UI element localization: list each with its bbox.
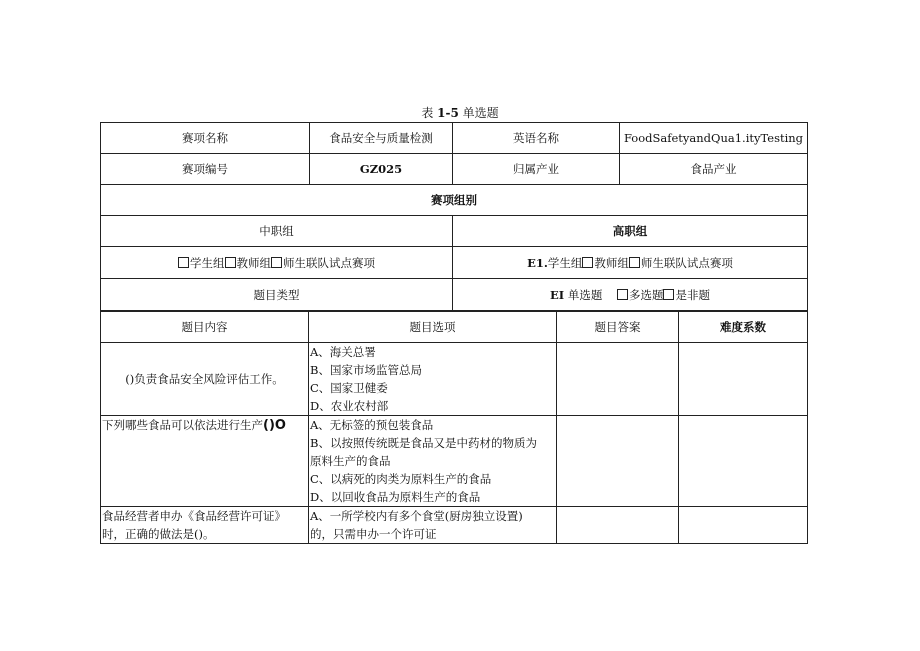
event-name-label: 赛项名称 bbox=[101, 123, 310, 154]
checkbox-multi[interactable] bbox=[617, 289, 628, 300]
english-name-label: 英语名称 bbox=[453, 123, 620, 154]
option-item: B、国家市场监管总局 bbox=[310, 363, 422, 377]
secondary-group-options: 学生组 教师组 师生联队试点赛项 bbox=[101, 247, 453, 279]
checkbox-student[interactable] bbox=[178, 257, 189, 268]
group-title: 赛项组别 bbox=[101, 185, 808, 216]
english-name-value: FoodSafetyandQua1.ityTesting bbox=[620, 123, 808, 154]
option-item: A、无标签的预包装食品 bbox=[310, 418, 434, 432]
option-item: A、一所学校内有多个食堂(厨房独立设置) bbox=[310, 509, 523, 523]
column-header-difficulty: 难度系数 bbox=[679, 312, 808, 343]
higher-group-label: 高职组 bbox=[453, 216, 808, 247]
event-code-value: GZ025 bbox=[310, 154, 453, 185]
secondary-group-label: 中职组 bbox=[101, 216, 453, 247]
checkbox-higher-joint[interactable] bbox=[629, 257, 640, 268]
difficulty-cell bbox=[679, 416, 808, 507]
higher-group-options: E1.学生组 教师组 师生联队试点赛项 bbox=[453, 247, 808, 279]
question-content: 下列哪些食品可以依法进行生产()O bbox=[101, 416, 309, 507]
checkbox-tf[interactable] bbox=[663, 289, 674, 300]
table-row bbox=[101, 507, 808, 544]
question-options bbox=[309, 416, 557, 507]
event-name-value: 食品安全与质量检测 bbox=[310, 123, 453, 154]
difficulty-cell bbox=[679, 507, 808, 544]
answer-cell bbox=[557, 343, 679, 416]
question-content: 食品经营者申办《食品经营许可证》 时，正确的做法是()。 bbox=[101, 507, 309, 544]
event-code-label: 赛项编号 bbox=[101, 154, 310, 185]
industry-label: 归属产业 bbox=[453, 154, 620, 185]
checkbox-higher-teacher[interactable] bbox=[582, 257, 593, 268]
option-item: D、农业农村部 bbox=[310, 399, 389, 413]
option-item: C、以病死的肉类为原料生产的食品 bbox=[310, 472, 492, 486]
table-row bbox=[101, 343, 808, 416]
table-caption: 表 1-5 单选题 bbox=[421, 106, 499, 120]
question-type-options: EI 单选题 多选题 是非题 bbox=[453, 279, 808, 311]
option-item: C、国家卫健委 bbox=[310, 381, 388, 395]
higher-selected-mark: E1. bbox=[527, 255, 548, 270]
column-header-options: 题目选项 bbox=[309, 312, 557, 343]
difficulty-cell bbox=[679, 343, 808, 416]
question-content: ()负责食品安全风险评估工作。 bbox=[101, 343, 309, 416]
industry-value: 食品产业 bbox=[620, 154, 808, 185]
option-item: 原料生产的食品 bbox=[310, 454, 391, 468]
table-row bbox=[101, 416, 808, 507]
option-item: B、以按照传统既是食品又是中药材的物质为 bbox=[310, 436, 537, 450]
question-type-selected-mark: EI bbox=[550, 287, 565, 302]
option-item: D、以回收食品为原料生产的食品 bbox=[310, 490, 481, 504]
event-info-table bbox=[100, 122, 808, 311]
question-options bbox=[309, 343, 557, 416]
column-header-answer: 题目答案 bbox=[557, 312, 679, 343]
question-type-label: 题目类型 bbox=[101, 279, 453, 311]
answer-cell bbox=[557, 416, 679, 507]
column-header-content: 题目内容 bbox=[101, 312, 309, 343]
answer-cell bbox=[557, 507, 679, 544]
option-item: 的，只需申办一个许可证 bbox=[310, 527, 437, 541]
questions-table bbox=[100, 311, 808, 544]
question-options bbox=[309, 507, 557, 544]
option-item: A、海关总署 bbox=[310, 345, 376, 359]
checkbox-teacher[interactable] bbox=[225, 257, 236, 268]
table-number: 1-5 bbox=[437, 106, 459, 120]
checkbox-joint[interactable] bbox=[271, 257, 282, 268]
